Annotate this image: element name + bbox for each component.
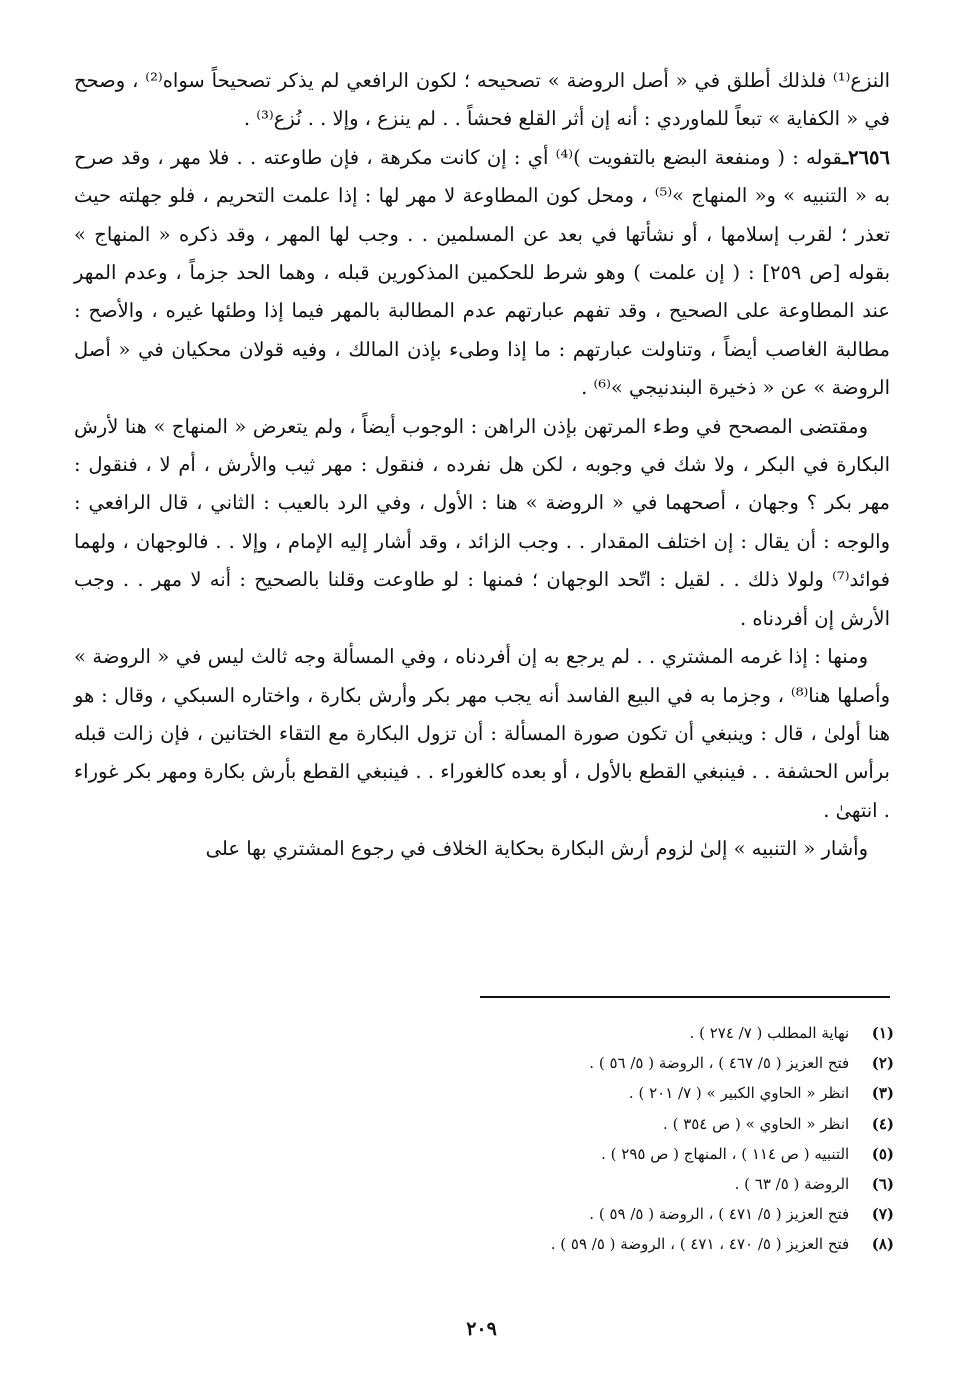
footnote-number: (٨)	[871, 1235, 894, 1254]
footnote-number: (١)	[871, 1024, 894, 1042]
page-number: ٢٠٩	[466, 1318, 497, 1340]
footnote-item	[74, 1048, 894, 1078]
footnotes-section	[74, 1018, 894, 1260]
footnote-text: نهاية المطلب ( ٧/ ٢٧٤ ) .	[689, 1024, 850, 1042]
footnote-number: (٦)	[871, 1174, 894, 1193]
paragraph-3	[74, 408, 890, 638]
footnote-text: التنبيه ( ص ١١٤ ) ، المنهاج ( ص ٢٩٥ ) .	[601, 1144, 850, 1163]
footnote-number: (٣)	[871, 1084, 894, 1103]
footnote-text: الروضة ( ٥/ ٦٣ ) .	[734, 1174, 850, 1193]
paragraph-text: وأشار « التنبيه » إلىٰ لزوم أرش البكارة بحكاية الخلاف في رجوع المشتري بها على	[205, 837, 868, 861]
footnote-text: فتح العزيز ( ٥/ ٤٧٠ ، ٤٧١ ) ، الروضة ( ٥/ ٥٩ ) .	[550, 1235, 850, 1254]
footnote-number: (٢)	[871, 1054, 894, 1073]
footnote-text: انظر « الحاوي الكبير » ( ٧/ ٢٠١ ) .	[628, 1084, 850, 1103]
main-text-body	[74, 62, 890, 869]
footnote-text: انظر « الحاوي » ( ص ٣٥٤ ) .	[663, 1114, 850, 1133]
paragraph-5	[74, 830, 890, 868]
paragraph-text: ومنها : إذا غرمه المشتري . . لم يرجع به إن أفردناه ، وفي المسألة وجه ثالث ليس في « الروضة » وأصلها هنا⁽⁸⁾ ، وجزما به في البيع الفاسد أنه يجب مهر بكر وأرش بكارة ، واختاره السبكي ، وقال : هو هنا أولىٰ ، قال : وينبغي أن تكون صورة المسألة : أن تزول البكارة مع التقاء الختانين ، فإن زالت قبله برأس الحشفة . . فينبغي القطع بالأول ، أو بعده كالغوراء . . فينبغي القطع بأرش بكارة ومهر بكر غوراء . انتهىٰ .	[74, 645, 891, 822]
footnote-divider	[480, 996, 890, 998]
footnote-item	[74, 1229, 894, 1259]
footnote-item	[74, 1169, 894, 1199]
paragraph-4	[74, 638, 890, 830]
footnote-item	[74, 1078, 894, 1108]
footnote-text: فتح العزيز ( ٥/ ٤٧١ ) ، الروضة ( ٥/ ٥٩ ) .	[589, 1205, 850, 1224]
footnote-text: فتح العزيز ( ٥/ ٤٦٧ ) ، الروضة ( ٥/ ٥٦ ) .	[589, 1054, 850, 1073]
issue-number: ٢٦٥٦ـ	[842, 145, 891, 169]
paragraph-text: قوله : ( ومنفعة البضع بالتفويت )⁽⁴⁾ أي : إن كانت مكرهة ، فإن طاوعته . . فلا مهر ، وقد صرح به « التنبيه » و« المنهاج »⁽⁵⁾ ، ومحل كون المطاوعة لا مهر لها : إذا علمت التحريم ، فلو جهلته حيث تعذر ؛ لقرب إسلامها ، أو نشأتها في بعد عن المسلمين . . وجب لها المهر ، وقد ذكره « المنهاج » بقوله [ص ٢٥٩] : ( إن علمت ) وهو شرط للحكمين المذكورين قبله ، وهما الحد جزماً ، وعدم المهر عند المطاوعة على الصحيح ، وقد تفهم عبارتهم عدم المطالبة بالمهر فيما إذا وطئها غيره ، والأصح : مطالبة الغاصب أيضاً ، وتناولت عبارتهم : ما إذا وطىء بإذن المالك ، وفيه قولان محكيان في « أصل الروضة » عن « ذخيرة البندنيجي »⁽⁶⁾ .	[74, 145, 890, 400]
footnote-item	[74, 1199, 894, 1229]
paragraph-1	[74, 62, 890, 139]
footnote-item	[74, 1109, 894, 1139]
footnote-item	[74, 1018, 894, 1048]
footnote-number: (٥)	[871, 1144, 894, 1163]
footnote-number: (٧)	[871, 1205, 894, 1224]
paragraph-text: ومقتضى المصحح في وطء المرتهن بإذن الراهن : الوجوب أيضاً ، ولم يتعرض « المنهاج » هنا لأرش البكارة في البكر ، ولا شك في وجوبه ، لكن هل نفرده ، فنقول : مهر ثيب والأرش ، أم لا ، فنقول : مهر بكر ؟ وجهان ، أصحهما في « الروضة » هنا : الأول ، وفي الرد بالعيب : الثاني ، قال الرافعي : والوجه : أن يقال : إن اختلف المقدار . . وجب الزائد ، وقد أشار إليه الإمام ، وإلا . . فالوجهان ، ولهما فوائد⁽⁷⁾ ولولا ذلك . . لقيل : اتّحد الوجهان ؛ فمنها : لو طاوعت وقلنا بالصحيح : أنه لا مهر . . وجب الأرش إن أفردناه .	[74, 414, 890, 630]
footnote-item	[74, 1139, 894, 1169]
paragraph-text: النزع⁽¹⁾ فلذلك أطلق في « أصل الروضة » تصحيحه ؛ لكون الرافعي لم يذكر تصحيحاً سواه⁽²⁾ ، وصحح في « الكفاية » تبعاً للماوردي : أنه إن أثر القلع فحشاً . . لم ينزع ، وإلا . . نُزع⁽³⁾ .	[74, 69, 890, 131]
paragraph-2	[74, 139, 890, 408]
footnote-number: (٤)	[871, 1114, 894, 1133]
